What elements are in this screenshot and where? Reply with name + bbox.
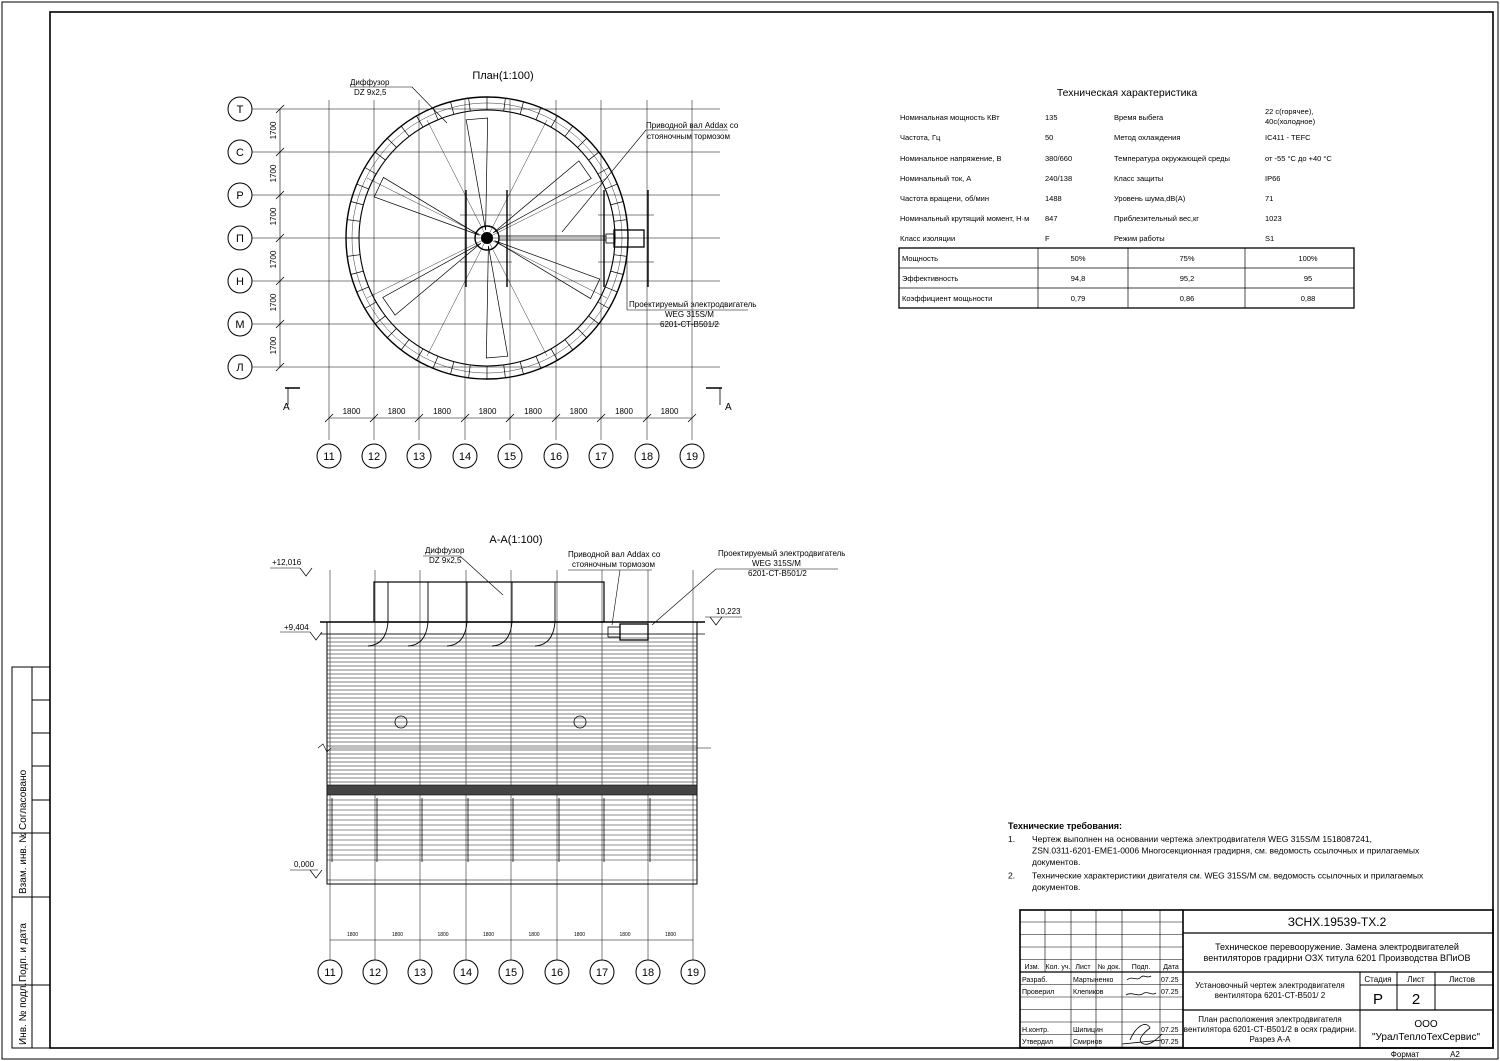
strip-sign-date: Подп. и дата <box>18 923 29 982</box>
stack-rib <box>578 138 587 147</box>
section-mark-right: А <box>725 402 732 413</box>
stack-rib <box>401 126 409 136</box>
plan-col-label: 13 <box>412 451 426 463</box>
hub-inner <box>481 232 493 244</box>
section-col-dim: 1800 <box>573 932 586 938</box>
drift-eliminator <box>327 785 697 795</box>
plan-row-dim: 1700 <box>269 293 278 312</box>
fan-plan-drawing <box>346 87 748 379</box>
stack-rib <box>387 329 396 338</box>
plan-col-label: 11 <box>323 451 335 463</box>
stage-value: Р <box>1372 991 1384 1008</box>
technical-requirements <box>1008 821 1424 892</box>
section-col-dim: 1800 <box>437 932 449 938</box>
motor-coupling <box>606 234 614 243</box>
perf-param: Мощность <box>902 254 939 263</box>
spec-param: Уровень шума,dB(A) <box>1114 194 1186 203</box>
stack-rib <box>535 582 555 646</box>
section-motor-tag: 6201-СТ-В501/2 <box>748 569 807 578</box>
stack-rib <box>417 116 424 127</box>
perf-param: Коэффициент мощьности <box>902 294 993 303</box>
stamp-name: Мартыненко <box>1073 977 1114 984</box>
perf-value: 94,8 <box>1070 274 1086 283</box>
stamp-col-head: Лист <box>1075 964 1091 971</box>
plan-col-label: 16 <box>549 451 563 463</box>
plan-col-label: 12 <box>367 451 381 463</box>
left-approval-strip <box>12 667 50 1048</box>
plan-shaft-brake: стояночным тормозом <box>647 132 730 141</box>
stamp-col-head: Подп. <box>1131 964 1151 971</box>
section-col-label: 17 <box>595 967 609 979</box>
section-col-dim: 1800 <box>528 932 540 938</box>
section-col-dim: 1800 <box>391 932 404 938</box>
perf-value: 0,86 <box>1179 294 1195 303</box>
document-title-2: вентилятора 6201-СТ-В501/ 2 <box>1214 991 1326 1000</box>
section-col-label: 11 <box>324 967 336 979</box>
elevation-top: +12,016 <box>272 558 302 567</box>
spec-value: S1 <box>1265 234 1275 243</box>
stamp-date: 07.25 <box>1161 977 1179 984</box>
elevation-marker <box>300 568 312 576</box>
fan-stack <box>374 582 604 622</box>
spec-title: Техническая характеристика <box>1056 87 1198 99</box>
perf-value: 95,2 <box>1179 274 1195 283</box>
section-col-label: 16 <box>550 967 564 979</box>
elevation-marker <box>310 632 322 640</box>
stack-rib <box>614 220 627 222</box>
spec-param: Класс изоляции <box>900 234 956 243</box>
plan-row-dim: 1700 <box>269 121 278 140</box>
stack-rib <box>565 126 573 136</box>
stack-rib <box>408 582 428 646</box>
requirement-line: Технические характеристики двигателя см. WEG 315S/M см. ведомость ссылочных и прилагаемых <box>1032 870 1424 881</box>
spec-value: 50 <box>1045 133 1054 142</box>
stack-rib <box>417 349 424 360</box>
elevation-marker <box>710 617 722 625</box>
stack-rib <box>368 582 388 646</box>
drawing-frame <box>50 12 1493 1048</box>
stamp-role: Н.контр. <box>1022 1027 1049 1034</box>
spec-param: Приблезительный вес,кг <box>1114 214 1200 223</box>
motor-coupling <box>608 627 620 637</box>
section-col-label: 12 <box>368 967 382 979</box>
stack-rib <box>598 168 609 175</box>
strip-replaced-inv: Взам. инв. № <box>18 832 29 894</box>
spec-param: Частота, Гц <box>900 133 941 142</box>
stamp-name: Клепиков <box>1073 989 1104 996</box>
document-title-1: Установочный чертеж электродвигателя <box>1195 981 1345 990</box>
stack-rib <box>614 255 627 257</box>
spec-value: 135 <box>1045 113 1058 122</box>
stamp-role: Разраб. <box>1022 977 1048 984</box>
plan-motor-label: Проектируемый электродвигатель <box>629 300 757 309</box>
section-mark-left: А <box>283 402 290 413</box>
section-diffuser-label: Диффузор <box>425 546 465 555</box>
org-type: ООО <box>1414 1019 1438 1030</box>
spec-param: Режим работы <box>1114 234 1165 243</box>
plan-col-dim: 1800 <box>524 407 542 416</box>
requirement-line: документов. <box>1032 882 1081 892</box>
plan-row-label: Т <box>236 104 244 116</box>
spec-value: 847 <box>1045 214 1058 223</box>
spec-value: 22 с(горячее), 40с(холодное) <box>1265 107 1316 126</box>
spec-value: F <box>1045 234 1050 243</box>
section-col-dim: 1800 <box>346 932 359 938</box>
perf-value: 95 <box>1303 274 1313 283</box>
sheet-header: Лист <box>1407 975 1425 984</box>
plan-col-dim: 1800 <box>660 407 679 416</box>
plan-row-label: П <box>236 233 244 245</box>
sheets-header: Листов <box>1449 975 1475 984</box>
sheet-title-1: План расположения электродвигателя <box>1198 1015 1342 1024</box>
stamp-col-head: Кол. уч. <box>1045 964 1071 971</box>
fan-blade <box>495 241 600 299</box>
section-col-label: 13 <box>413 967 427 979</box>
stamp-name: Смирнов <box>1073 1039 1103 1046</box>
strip-inv-no: Инв. № подл. <box>18 982 29 1045</box>
spec-param: Номинальный крутящий момент, Н·м <box>900 214 1030 223</box>
section-title: А-А(1:100) <box>489 534 543 546</box>
requirement-line: Чертеж выполнен на основании чертежа электродвигателя WEG 315S/M 1518087241, <box>1032 834 1373 844</box>
stack-rib <box>589 316 599 324</box>
stack-rib <box>551 349 558 360</box>
shaft-leader <box>612 570 620 625</box>
stack-rib <box>578 329 587 338</box>
plan-row-label: Н <box>236 276 244 288</box>
stack-rib <box>375 152 385 160</box>
plan-col-dim: 1800 <box>569 407 588 416</box>
break-line <box>318 744 711 752</box>
spec-param: Номинальное напряжение, В <box>900 154 1002 163</box>
perf-value: 50% <box>1070 254 1086 263</box>
section-drawing <box>270 556 838 984</box>
plan-col-label: 17 <box>594 451 608 463</box>
spec-param: Время выбега <box>1114 113 1164 122</box>
plan-col-dim: 1800 <box>478 407 497 416</box>
fan-blade <box>466 118 487 230</box>
stamp-role: Утвердил <box>1022 1039 1053 1046</box>
org-name: "УралТеплоТехСервис" <box>1371 1032 1481 1043</box>
section-shaft-brake: стояночным тормозом <box>572 560 655 569</box>
section-motor-model: WEG 315S/M <box>752 559 801 568</box>
signatures <box>1122 976 1162 1044</box>
elevation-deck: +9,404 <box>284 623 309 632</box>
elevation-motor: 10,223 <box>716 607 741 616</box>
format-label: Формат <box>1390 1050 1420 1059</box>
perf-param: Эффективность <box>902 274 959 283</box>
plan-row-dim: 1700 <box>269 250 278 269</box>
stamp-name: Шипицин <box>1073 1027 1103 1034</box>
plan-motor-tag: 6201-СТ-В501/2 <box>660 320 719 329</box>
section-col-dim: 1800 <box>482 932 495 938</box>
plan-motor-model: WEG 315S/M <box>665 310 714 319</box>
plan-col-dim: 1800 <box>433 407 451 416</box>
plan-col-label: 14 <box>458 451 472 463</box>
stamp-date: 07.25 <box>1161 1027 1179 1034</box>
diffuser-leader <box>460 556 503 595</box>
requirement-number: 2. <box>1008 870 1016 881</box>
stack-rib <box>598 302 609 309</box>
plan-row-dim: 1700 <box>269 164 278 183</box>
plan-title: План(1:100) <box>472 70 534 82</box>
plan-row-label: Р <box>236 190 244 202</box>
sheet-title-2: вентилятора 6201-СТ-В501/2 в осях градирни. <box>1183 1025 1357 1034</box>
stamp-date: 07.25 <box>1161 989 1179 996</box>
stack-rib <box>401 340 409 350</box>
section-col-dim: 1800 <box>619 932 631 938</box>
spec-value: 240/138 <box>1045 174 1073 183</box>
plan-view <box>228 70 756 468</box>
stack-rib <box>447 582 467 646</box>
project-title-2: вентиляторов градирни ОЗХ титула 6201 Производства ВПиОВ <box>1203 953 1471 963</box>
spec-value: 71 <box>1265 194 1274 203</box>
requirement-line: документов. <box>1032 857 1081 867</box>
strip-agreed: Согласовано <box>18 769 29 830</box>
spec-param: Номинальный ток, А <box>900 174 972 183</box>
section-shaft-label: Приводной вал Addax со <box>568 550 661 559</box>
motor-plan <box>614 230 644 247</box>
spec-value: IC411 - TEFC <box>1265 133 1311 142</box>
requirements-title: Технические требования: <box>1008 821 1123 831</box>
perf-value: 0,88 <box>1300 294 1316 303</box>
motor-section <box>620 624 648 640</box>
section-col-label: 14 <box>459 967 473 979</box>
plan-row-dim: 1700 <box>269 207 278 226</box>
plan-col-label: 19 <box>685 451 699 463</box>
plan-col-dim: 1800 <box>615 407 633 416</box>
plan-diffuser-label: Диффузор <box>350 78 390 87</box>
stack-rib <box>347 255 360 257</box>
spec-value: 380/660 <box>1045 154 1073 163</box>
stack-rib <box>365 168 376 175</box>
section-col-label: 19 <box>686 967 700 979</box>
stamp-col-head: Изм. <box>1024 964 1040 971</box>
plan-row-label: Л <box>236 362 244 374</box>
perf-value: 100% <box>1298 254 1318 263</box>
stack-rib <box>375 316 385 324</box>
plan-row-label: С <box>236 147 244 159</box>
tower-body <box>327 622 697 884</box>
section-diffuser-model: DZ 9x2,5 <box>429 556 462 565</box>
spec-param: Частота вращени, об/мин <box>900 194 990 203</box>
plan-col-label: 18 <box>640 451 654 463</box>
perf-value: 0,79 <box>1070 294 1086 303</box>
title-block <box>1020 910 1493 1059</box>
spec-value: 1023 <box>1265 214 1282 223</box>
stamp-col-head: Дата <box>1163 964 1179 971</box>
format-value: А2 <box>1450 1050 1460 1059</box>
elevation-zero: 0,000 <box>294 860 315 869</box>
stamp-date: 07.25 <box>1161 1039 1179 1046</box>
stack-rib <box>347 220 360 222</box>
stage-header: Стадия <box>1364 975 1392 984</box>
spec-table <box>899 87 1354 308</box>
motor-leader <box>652 569 716 625</box>
plan-row-label: М <box>235 319 245 331</box>
stack-rib <box>365 302 376 309</box>
plan-shaft-label: Приводной вал Addax со <box>646 121 739 130</box>
stamp-role: Проверил <box>1022 989 1055 996</box>
plan-col-dim: 1800 <box>342 407 361 416</box>
sheet-title-3: Разрез А-А <box>1249 1035 1291 1044</box>
sheet-value: 2 <box>1411 991 1421 1008</box>
plan-callouts <box>350 78 756 329</box>
spec-value: IP66 <box>1265 174 1281 183</box>
spec-param: Номинальная мощность КВт <box>900 113 1000 122</box>
spec-param: Класс защиты <box>1114 174 1164 183</box>
section-col-label: 15 <box>504 967 518 979</box>
section-motor-label: Проектируемый электродвигатель <box>718 549 846 558</box>
fan-blade <box>486 246 507 358</box>
document-code: ЗСНХ.19539-ТХ.2 <box>1287 915 1387 929</box>
elevation-marker <box>310 870 322 878</box>
perf-value: 75% <box>1179 254 1195 263</box>
section-col-label: 18 <box>641 967 655 979</box>
spec-value: от -55 °С до +40 °С <box>1265 154 1332 163</box>
stack-rib <box>492 582 512 646</box>
stack-rib <box>551 116 558 127</box>
plan-diffuser-model: DZ 9x2,5 <box>354 88 387 97</box>
stack-rib <box>387 138 396 147</box>
stack-rib <box>589 152 599 160</box>
spec-value: 1488 <box>1045 194 1062 203</box>
plan-col-dim: 1800 <box>387 407 406 416</box>
plan-col-label: 15 <box>503 451 517 463</box>
spec-param: Метод охлаждения <box>1114 133 1181 142</box>
fan-blade <box>374 177 479 235</box>
spec-param: Температура окружающей среды <box>1114 154 1230 163</box>
plan-row-dim: 1700 <box>269 336 278 355</box>
requirement-number: 1. <box>1008 834 1016 844</box>
section-view <box>270 534 845 984</box>
stamp-col-head: № док. <box>1097 964 1121 971</box>
stack-rib <box>565 340 573 350</box>
requirement-line: ZSN.0311-6201-EME1-0006 Многосекционная градирня, см. ведомость ссылочных и прилагаемых <box>1032 845 1420 856</box>
project-title-1: Техническое перевооружение. Замена электродвигателей <box>1215 942 1459 952</box>
section-col-dim: 1800 <box>664 932 677 938</box>
